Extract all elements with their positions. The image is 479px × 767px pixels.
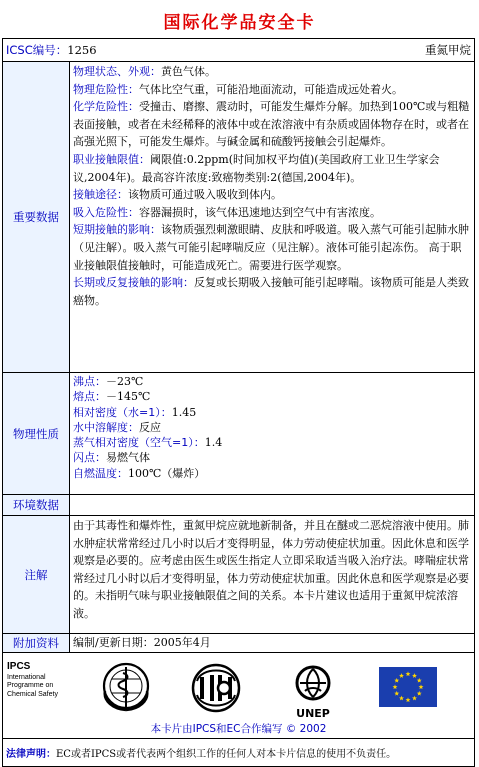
eu-flag-icon	[379, 667, 437, 707]
icsc-value: 1256	[67, 43, 97, 57]
icsc-label: ICSC编号：	[6, 43, 68, 57]
icsc-number	[6, 42, 97, 58]
chemical-name: 重氮甲烷	[425, 43, 471, 57]
ilo-emblem-icon	[188, 661, 244, 715]
legal-label: 法律声明：	[6, 749, 56, 760]
prop-boiling-point: 沸点：－23℃	[73, 375, 144, 388]
extra-info-content: 编制/更新日期：2005年4月	[73, 636, 211, 649]
prop-vapour-density: 蒸气相对密度（空气=1）：1.4	[73, 436, 223, 450]
item-long-term-effects: 长期或反复接触的影响：反复或长期吸入接触可能引起哮喘。该物质可能是人类致癌物。	[73, 276, 469, 307]
important-data-label: 重要数据	[3, 62, 70, 372]
item-inhalation-hazard: 吸入危险性：容器漏损时，该气体迅速地达到空气中有害浓度。	[73, 205, 381, 219]
extra-info-row	[3, 634, 474, 653]
environment-content	[70, 495, 474, 515]
prop-melting-point: 熔点：－145℃	[73, 390, 151, 404]
notes-label: 注解	[3, 516, 70, 633]
important-data-content	[70, 62, 474, 372]
important-data-row	[3, 62, 474, 373]
physical-properties-content	[70, 373, 474, 494]
safety-card	[2, 38, 475, 767]
notes-row	[3, 516, 474, 634]
item-exposure-limit: 职业接触限值：阈限值:0.2ppm(时间加权平均值)(美国政府工业卫生学家会议,2004年)。最高容许浓度:致癌物类别:2(德国,2004年)。	[73, 152, 440, 184]
item-physical-hazard: 物理危险性：气体比空气重，可能沿地面流动，可能造成远处着火。	[73, 82, 403, 96]
environment-label: 环境数据	[3, 495, 70, 515]
prop-water-solubility: 水中溶解度：反应	[73, 420, 161, 434]
card-title: 国际化学品安全卡	[163, 13, 316, 33]
who-emblem-icon	[101, 661, 151, 715]
credit-line: 本卡片由IPCS和EC合作编写 © 2002	[150, 723, 327, 735]
item-short-term-effects: 短期接触的影响：该物质强烈刺激眼睛、皮肤和呼吸道。吸入蒸气可能引起肺水肿（见注解）。吸入蒸气可能引起哮喘反应（见注解）。液体可能引起冻伤。 高于职业接触限值接触时，可能造成死亡。需要进行医学观察。	[73, 223, 469, 272]
physical-properties-row	[3, 373, 474, 495]
unep-emblem-icon	[285, 661, 341, 721]
item-appearance: 物理状态、外观：黄色气体。	[73, 65, 216, 78]
icsc-header-row	[3, 39, 474, 62]
logos-row	[3, 653, 474, 739]
unep-label: UNEP	[296, 707, 330, 720]
prop-relative-density: 相对密度（水=1）：1.45	[73, 405, 197, 419]
environment-row	[3, 495, 474, 516]
notes-content: 由于其毒性和爆炸性，重氮甲烷应就地新制备，并且在醚或二恶烷溶液中使用。肺水肿症状常常经过几小时以后才变得明显，体力劳动使症状加重。因此休息和医学观察是必要的。应考虑由医生或医生指定人立即采取适当吸入治疗法。哮喘症状常常经过几小时以后才变得明显，体力劳动使症状加重。因此休息和医学观察是必要的。未指明气味与职业接触限值之间的关系。本卡片建议也适用于重氮甲烷浓溶液。	[73, 519, 469, 620]
prop-autoignition: 自燃温度：100℃（爆炸）	[73, 466, 206, 480]
ipcs-logo: IPCS International Programme on Chemical Safety	[7, 661, 58, 698]
prop-flash-point: 闪点：易燃气体	[73, 451, 150, 465]
item-chemical-hazard: 化学危险性：受撞击、磨擦、震动时，可能发生爆炸分解。加热到100℃或与粗糙表面接触，或者在未经稀释的液体中或在浓溶液中有杂质或固体物存在时，或者在高强光照下，可能发生爆炸。与碱金属和硫酸钙接触会引起爆炸。	[73, 100, 470, 149]
extra-info-label: 附加资料	[3, 634, 70, 652]
legal-text: EC或者IPCS或者代表两个组织工作的任何人对本卡片信息的使用不负责任。	[56, 749, 397, 760]
item-exposure-route: 接触途径：该物质可通过吸入吸收到体内。	[73, 188, 282, 202]
physical-properties-label: 物理性质	[3, 373, 70, 494]
